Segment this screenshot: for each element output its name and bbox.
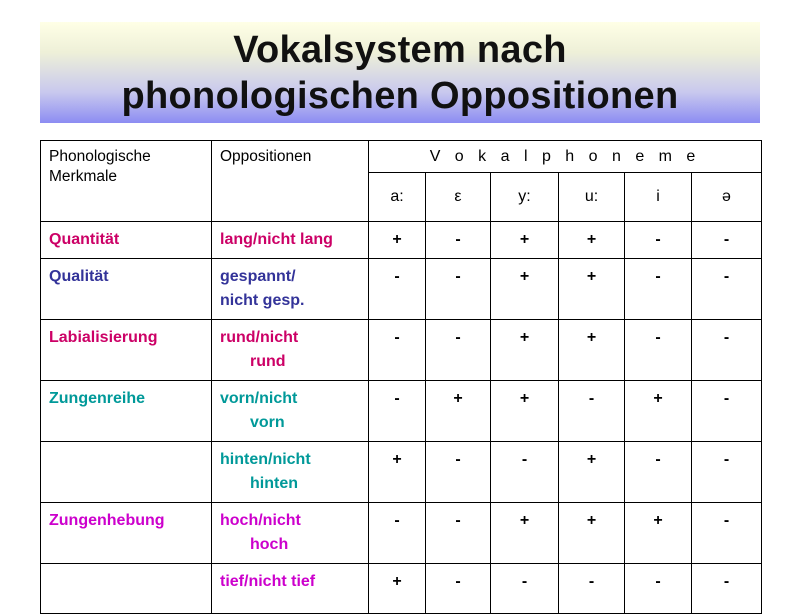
value-cell: - [369,320,426,381]
phoneme-label: u: [559,173,625,222]
value-cell: + [559,320,625,381]
value-cell: + [559,259,625,320]
feature-cell: Qualität [41,259,212,320]
header-features: Phonologische Merkmale [41,141,212,222]
feature-cell [41,564,212,614]
value-cell: - [369,503,426,564]
opposition-line-2: rund [250,353,286,370]
opposition-line-1: rund/nicht [220,329,299,346]
feature-cell: Quantität [41,222,212,259]
value-cell: + [559,222,625,259]
value-cell: - [692,259,762,320]
value-cell: + [491,503,559,564]
value-cell: - [692,564,762,614]
value-cell: - [426,222,491,259]
value-cell: + [559,442,625,503]
header-phonemes: V o k a l p h o n e m e [369,141,762,173]
feature-cell: Zungenreihe [41,381,212,442]
feature-cell [41,442,212,503]
value-cell: - [559,381,625,442]
value-cell: + [369,564,426,614]
phoneme-label: ə [692,173,762,222]
opposition-line-1: gespannt/ [220,268,296,285]
value-cell: + [491,381,559,442]
opposition-cell [212,381,369,442]
opposition-line-1: hoch/nicht [220,512,301,529]
value-cell: + [369,442,426,503]
opposition-line-1: tief/nicht tief [220,573,316,590]
phoneme-label: i [625,173,692,222]
value-cell: - [369,259,426,320]
value-cell: - [692,222,762,259]
header-oppositions: Oppositionen [212,141,369,222]
table-row [41,564,762,614]
opposition-cell [212,442,369,503]
table-row [41,259,762,320]
value-cell: - [369,381,426,442]
value-cell: + [491,222,559,259]
value-cell: + [625,381,692,442]
table-row [41,320,762,381]
opposition-line-2: hoch [250,536,289,553]
value-cell: + [426,381,491,442]
title-line-1: Vokalsystem nach [233,29,567,71]
value-cell: - [625,564,692,614]
opposition-line-1: vorn/nicht [220,390,298,407]
phoneme-label: y: [491,173,559,222]
opposition-line-2: hinten [250,475,298,492]
opposition-line-1: lang/nicht lang [220,231,333,248]
value-cell: - [426,503,491,564]
value-cell: - [692,320,762,381]
title-line-2: phonologischen Oppositionen [121,75,679,117]
value-cell: - [559,564,625,614]
value-cell: - [625,222,692,259]
phoneme-label: ε [426,173,491,222]
opposition-cell [212,503,369,564]
table-row [41,381,762,442]
feature-cell: Zungenhebung [41,503,212,564]
value-cell: - [426,320,491,381]
value-cell: + [369,222,426,259]
value-cell: - [426,442,491,503]
opposition-line-1: hinten/nicht [220,451,311,468]
phoneme-table [40,140,762,614]
value-cell: - [625,320,692,381]
value-cell: + [491,259,559,320]
value-cell: - [426,564,491,614]
opposition-cell [212,259,369,320]
value-cell: - [491,442,559,503]
opposition-line-2: vorn [250,414,285,431]
slide-title [40,27,760,119]
value-cell: - [426,259,491,320]
table-row [41,442,762,503]
opposition-cell [212,320,369,381]
opposition-cell [212,222,369,259]
table-row [41,503,762,564]
value-cell: - [692,381,762,442]
phoneme-label: a: [369,173,426,222]
value-cell: - [625,259,692,320]
value-cell: + [559,503,625,564]
value-cell: - [625,442,692,503]
value-cell: + [625,503,692,564]
table-row [41,222,762,259]
opposition-line-2: nicht gesp. [220,292,305,309]
value-cell: + [491,320,559,381]
value-cell: - [692,442,762,503]
feature-cell: Labialisierung [41,320,212,381]
value-cell: - [491,564,559,614]
opposition-cell [212,564,369,614]
value-cell: - [692,503,762,564]
